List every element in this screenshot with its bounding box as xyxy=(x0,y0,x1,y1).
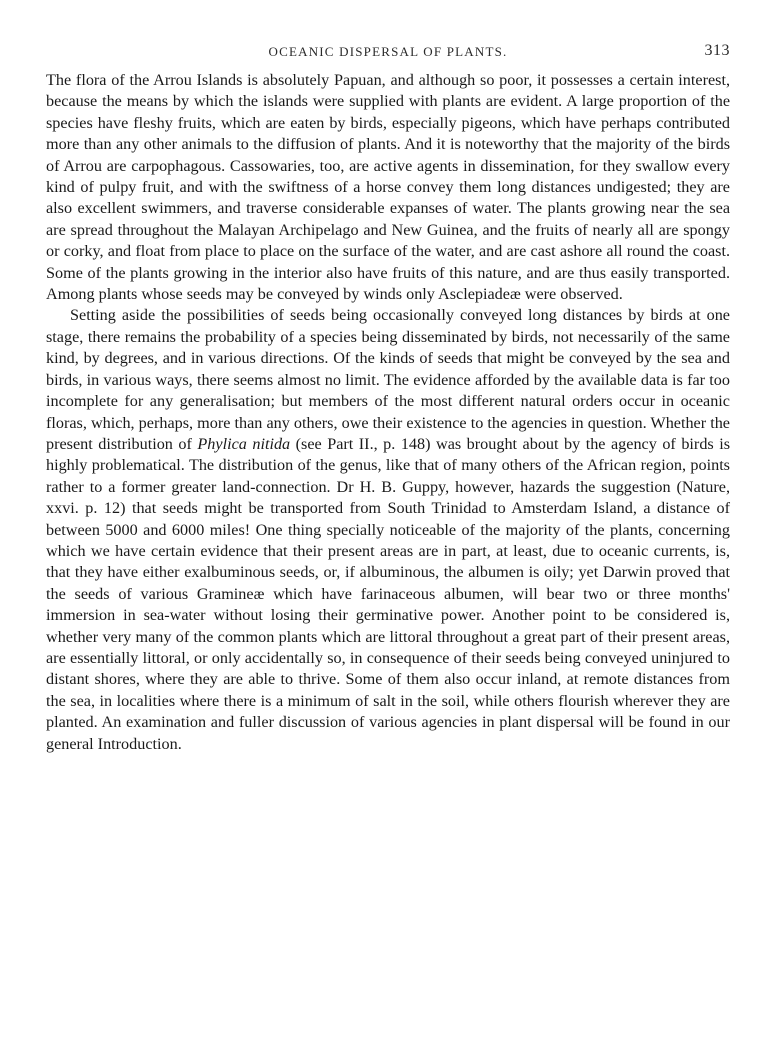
species-name-phylica-nitida: Phylica nitida xyxy=(197,434,291,453)
paragraph-seed-dispersal xyxy=(46,305,730,755)
page-number: 313 xyxy=(704,42,730,59)
body-text xyxy=(46,70,730,755)
running-header xyxy=(46,40,730,70)
book-page xyxy=(46,40,730,755)
paragraph-text-after-italic: (see Part II., p. 148) was brought about by the agency of birds is highly problematical. The distribution of the genus, like that of many others of the African region, points rather to a former greater land-connection. Dr H. B. Guppy, however, hazards the suggestion (Nature, xxvi. p. 12) that seeds might be transported from South Trinidad to Amsterdam Island, a distance of between 5000 and 6000 miles! One thing specially noticeable of the majority of the plants, concerning which we have certain evidence that their present areas are in part, at least, due to oceanic currents, is, that they have either exalbuminous seeds, or, if albuminous, the albumen is oily; yet Darwin proved that the seeds of various Gramineæ which have farinaceous albumen, will bear two or three months' immersion in sea-water without losing their germinative power. Another point to be considered is, whether very many of the common plants which are littoral throughout a great part of their present areas, are essentially littoral, or only accidentally so, in consequence of their seeds being conveyed uninjured to distant shores, where they are able to thrive. Some of them also occur inland, at remote distances from the sea, in localities where there is a minimum of salt in the soil, while others flourish wherever they are planted. An examination and fuller discussion of various agencies in plant dispersal will be found in our general Introduction. xyxy=(46,434,731,753)
paragraph-arrou-flora: The flora of the Arrou Islands is absolutely Papuan, and although so poor, it possesses a certain interest, because the means by which the islands were supplied with plants are evident. A large proportion of the species have fleshy fruits, which are eaten by birds, especially pigeons, which have perhaps contributed more than any other animals to the diffusion of plants. And it is noteworthy that the majority of the birds of Arrou are carpophagous. Cassowaries, too, are active agents in dissemination, for they swallow every kind of pulpy fruit, and with the swiftness of a horse convey them long distances undigested; they are also excellent swimmers, and traverse considerable expanses of water. The plants growing near the sea are spread throughout the Malayan Archipelago and New Guinea, and the fruits of nearly all are spongy or corky, and float from place to place on the surface of the water, and are cast ashore all round the coast. Some of the plants growing in the interior also have fruits of this nature, and are thus easily transported. Among plants whose seeds may be conveyed by winds only Asclepiadeæ were observed. xyxy=(46,71,730,304)
paragraph-text-before-italic: Setting aside the possibilities of seeds being occasionally conveyed long distances by birds at one stage, there remains the probability of a species being disseminated by birds, not necessarily of the same kind, by degrees, and in various directions. Of the kinds of seeds that might be conveyed by the sea and birds, in various ways, there seems almost no limit. The evidence afforded by the available data is far too incomplete for any generalisation; but members of the most different natural orders occur in oceanic floras, which, perhaps, more than any others, owe their existence to the agencies in question. Whether the present distribution of xyxy=(46,306,730,453)
running-title: OCEANIC DISPERSAL OF PLANTS. xyxy=(268,44,508,59)
